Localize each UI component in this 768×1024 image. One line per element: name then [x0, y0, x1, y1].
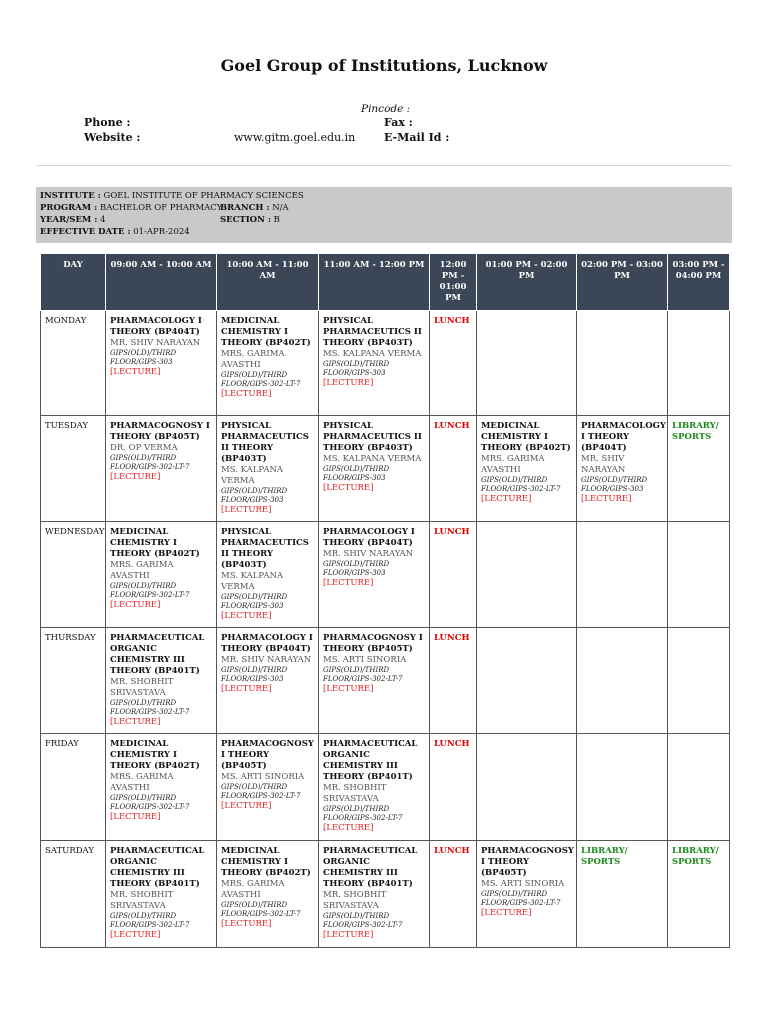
class-cell [477, 841, 577, 948]
teacher-name: MRS. GARIMA AVASTHI [110, 772, 174, 793]
subject-name: PHARMACOLOGY I THEORY (BP404T) [110, 316, 202, 337]
class-cell [106, 311, 217, 416]
table-row [41, 734, 730, 841]
lunch-label: LUNCH [434, 633, 470, 643]
room-location: GIPS(OLD)/THIRD FLOOR/GIPS-303 [221, 487, 288, 504]
subject-name: PHARMACOGNOSY I THEORY (BP405T) [323, 633, 423, 654]
class-cell [577, 416, 668, 522]
subject-name: PHARMACOGNOSY I THEORY (BP405T) [110, 421, 210, 442]
class-cell [319, 416, 430, 522]
teacher-name: MR. SHOBHIT SRIVASTAVA [110, 890, 174, 911]
library-cell [577, 841, 668, 948]
teacher-name: MR. SHOBHIT SRIVASTAVA [323, 890, 387, 911]
room-location: GIPS(OLD)/THIRD FLOOR/GIPS-302-LT-7 [221, 783, 301, 800]
class-cell [217, 841, 319, 948]
class-cell [319, 522, 430, 628]
empty-cell [668, 734, 730, 841]
room-location: GIPS(OLD)/THIRD FLOOR/GIPS-303 [323, 360, 390, 377]
teacher-name: DR. OP VERMA [110, 443, 178, 453]
room-location: GIPS(OLD)/THIRD FLOOR/GIPS-302-LT-7 [481, 890, 561, 907]
column-header: 03:00 PM - 04:00 PM [668, 254, 730, 311]
class-cell [106, 628, 217, 734]
column-header: DAY [41, 254, 106, 311]
subject-name: MEDICINAL CHEMISTRY I THEORY (BP402T) [110, 739, 200, 771]
class-cell [217, 311, 319, 416]
room-location: GIPS(OLD)/THIRD FLOOR/GIPS-302-LT-7 [221, 901, 301, 918]
subject-name: PHARMACOLOGY I THEORY (BP404T) [221, 633, 313, 654]
teacher-name: MR. SHIV NARAYAN [221, 655, 312, 665]
teacher-name: MRS. GARIMA AVASTHI [221, 879, 285, 900]
subject-name: PHARMACEUTICAL ORGANIC CHEMISTRY III THEORY (BP401T) [323, 739, 418, 782]
session-type: [LECTURE] [323, 684, 374, 694]
fax-label: Fax : [384, 116, 413, 129]
subject-name: PHARMACEUTICAL ORGANIC CHEMISTRY III THEORY (BP401T) [110, 633, 205, 676]
class-cell [217, 734, 319, 841]
lunch-label: LUNCH [434, 316, 470, 326]
program-info: PROGRAM : BACHELOR OF PHARMACY [40, 203, 223, 213]
class-cell [106, 734, 217, 841]
day-cell: THURSDAY [41, 628, 106, 734]
empty-cell [668, 628, 730, 734]
session-type: [LECTURE] [323, 483, 374, 493]
teacher-name: MRS. GARIMA AVASTHI [110, 560, 174, 581]
room-location: GIPS(OLD)/THIRD FLOOR/GIPS-302-LT-7 [110, 912, 190, 929]
teacher-name: MS. KALPANA VERMA [323, 349, 422, 359]
subject-name: PHARMACOLOGY I THEORY (BP404T) [323, 527, 415, 548]
class-cell [319, 841, 430, 948]
timetable [40, 253, 730, 948]
teacher-name: MR. SHIV NARAYAN [110, 338, 201, 348]
column-header: 02:00 PM - 03:00 PM [577, 254, 668, 311]
subject-name: PHARMACOLOGY I THEORY (BP404T) [581, 421, 666, 453]
teacher-name: MS. KALPANA VERMA [221, 465, 284, 486]
session-type: [LECTURE] [221, 801, 272, 811]
session-type: [LECTURE] [221, 919, 272, 929]
session-type: [LECTURE] [481, 494, 532, 504]
email-label: E-Mail Id : [384, 131, 450, 144]
lunch-label: LUNCH [434, 421, 470, 431]
table-row [41, 628, 730, 734]
session-type: [LECTURE] [581, 494, 632, 504]
session-type: [LECTURE] [221, 389, 272, 399]
teacher-name: MS. KALPANA VERMA [221, 571, 284, 592]
class-cell [106, 522, 217, 628]
info-panel [36, 187, 732, 243]
empty-cell [477, 522, 577, 628]
session-type: [LECTURE] [110, 472, 161, 482]
lunch-label: LUNCH [434, 846, 470, 856]
subject-name: PHYSICAL PHARMACEUTICS II THEORY (BP403T) [323, 421, 422, 453]
class-cell [217, 628, 319, 734]
lunch-cell [430, 734, 477, 841]
column-header: 10:00 AM - 11:00 AM [217, 254, 319, 311]
room-location: GIPS(OLD)/THIRD FLOOR/GIPS-302-LT-7 [110, 699, 190, 716]
room-location: GIPS(OLD)/THIRD FLOOR/GIPS-302-LT-7 [481, 476, 561, 493]
teacher-name: MR. SHOBHIT SRIVASTAVA [110, 677, 174, 698]
room-location: GIPS(OLD)/THIRD FLOOR/GIPS-303 [323, 465, 390, 482]
room-location: GIPS(OLD)/THIRD FLOOR/GIPS-302-LT-7 [221, 371, 301, 388]
subject-name: PHARMACOGNOSY I THEORY (BP405T) [221, 739, 314, 771]
column-header: 09:00 AM - 10:00 AM [106, 254, 217, 311]
library-sports-label: LIBRARY/ SPORTS [581, 846, 628, 867]
day-cell: FRIDAY [41, 734, 106, 841]
class-cell [106, 416, 217, 522]
session-type: [LECTURE] [110, 600, 161, 610]
day-cell: SATURDAY [41, 841, 106, 948]
teacher-name: MS. ARTI SINORIA [221, 772, 305, 782]
session-type: [LECTURE] [323, 378, 374, 388]
room-location: GIPS(OLD)/THIRD FLOOR/GIPS-302-LT-7 [110, 454, 190, 471]
subject-name: PHYSICAL PHARMACEUTICS II THEORY (BP403T) [323, 316, 422, 348]
class-cell [477, 416, 577, 522]
session-type: [LECTURE] [110, 930, 161, 940]
empty-cell [577, 311, 668, 416]
subject-name: MEDICINAL CHEMISTRY I THEORY (BP402T) [221, 316, 311, 348]
teacher-name: MRS. GARIMA AVASTHI [221, 349, 285, 370]
session-type: [LECTURE] [221, 611, 272, 621]
subject-name: PHYSICAL PHARMACEUTICS II THEORY (BP403T) [221, 527, 309, 570]
teacher-name: MS. ARTI SINORIA [323, 655, 407, 665]
teacher-name: MR. SHOBHIT SRIVASTAVA [323, 783, 387, 804]
subject-name: PHARMACEUTICAL ORGANIC CHEMISTRY III THEORY (BP401T) [323, 846, 418, 889]
subject-name: MEDICINAL CHEMISTRY I THEORY (BP402T) [110, 527, 200, 559]
room-location: GIPS(OLD)/THIRD FLOOR/GIPS-303 [581, 476, 648, 493]
website-link[interactable]: www.gitm.goel.edu.in [234, 131, 356, 144]
library-sports-label: LIBRARY/ SPORTS [672, 421, 719, 442]
teacher-name: MR. SHIV NARAYAN [323, 549, 414, 559]
room-location: GIPS(OLD)/THIRD FLOOR/GIPS-303 [221, 593, 288, 610]
branch-info: BRANCH : N/A [220, 203, 289, 213]
phone-label: Phone : [84, 116, 131, 129]
class-cell [319, 734, 430, 841]
table-row [41, 841, 730, 948]
pincode-label: Pincode : [361, 103, 411, 115]
library-cell [668, 416, 730, 522]
library-cell [668, 841, 730, 948]
class-cell [319, 628, 430, 734]
year-sem-info: YEAR/SEM : 4 [40, 215, 106, 225]
session-type: [LECTURE] [323, 823, 374, 833]
room-location: GIPS(OLD)/THIRD FLOOR/GIPS-302-LT-7 [110, 794, 190, 811]
subject-name: PHARMACEUTICAL ORGANIC CHEMISTRY III THEORY (BP401T) [110, 846, 205, 889]
library-sports-label: LIBRARY/ SPORTS [672, 846, 719, 867]
table-row [41, 311, 730, 416]
subject-name: MEDICINAL CHEMISTRY I THEORY (BP402T) [481, 421, 571, 453]
teacher-name: MS. KALPANA VERMA [323, 454, 422, 464]
teacher-name: MS. ARTI SINORIA [481, 879, 565, 889]
effective-date-info: EFFECTIVE DATE : 01-APR-2024 [40, 227, 190, 237]
empty-cell [477, 734, 577, 841]
table-row [41, 522, 730, 628]
empty-cell [668, 522, 730, 628]
empty-cell [668, 311, 730, 416]
day-cell: TUESDAY [41, 416, 106, 522]
session-type: [LECTURE] [110, 812, 161, 822]
session-type: [LECTURE] [221, 505, 272, 515]
lunch-label: LUNCH [434, 527, 470, 537]
room-location: GIPS(OLD)/THIRD FLOOR/GIPS-302-LT-7 [323, 912, 403, 929]
room-location: GIPS(OLD)/THIRD FLOOR/GIPS-303 [110, 349, 177, 366]
empty-cell [477, 311, 577, 416]
header-divider [36, 165, 732, 166]
teacher-name: MR. SHIV NARAYAN [581, 454, 626, 475]
section-info: SECTION : B [220, 215, 280, 225]
timetable-header-row [41, 254, 730, 311]
website-label: Website : [84, 131, 141, 144]
session-type: [LECTURE] [323, 930, 374, 940]
day-cell: MONDAY [41, 311, 106, 416]
room-location: GIPS(OLD)/THIRD FLOOR/GIPS-303 [221, 666, 288, 683]
class-cell [106, 841, 217, 948]
session-type: [LECTURE] [110, 367, 161, 377]
column-header: 11:00 AM - 12:00 PM [319, 254, 430, 311]
room-location: GIPS(OLD)/THIRD FLOOR/GIPS-302-LT-7 [110, 582, 190, 599]
room-location: GIPS(OLD)/THIRD FLOOR/GIPS-302-LT-7 [323, 805, 403, 822]
session-type: [LECTURE] [481, 908, 532, 918]
empty-cell [577, 734, 668, 841]
day-cell: WEDNESDAY [41, 522, 106, 628]
empty-cell [477, 628, 577, 734]
column-header: 12:00 PM - 01:00 PM [430, 254, 477, 311]
empty-cell [577, 522, 668, 628]
room-location: GIPS(OLD)/THIRD FLOOR/GIPS-302-LT-7 [323, 666, 403, 683]
teacher-name: MRS. GARIMA AVASTHI [481, 454, 545, 475]
subject-name: PHARMACOGNOSY I THEORY (BP405T) [481, 846, 574, 878]
institution-title: Goel Group of Institutions, Lucknow [220, 56, 548, 75]
empty-cell [577, 628, 668, 734]
session-type: [LECTURE] [323, 578, 374, 588]
session-type: [LECTURE] [110, 717, 161, 727]
lunch-cell [430, 416, 477, 522]
lunch-cell [430, 311, 477, 416]
column-header: 01:00 PM - 02:00 PM [477, 254, 577, 311]
lunch-label: LUNCH [434, 739, 470, 749]
class-cell [319, 311, 430, 416]
lunch-cell [430, 628, 477, 734]
institute-info: INSTITUTE : GOEL INSTITUTE OF PHARMACY SCIENCES [40, 191, 304, 201]
lunch-cell [430, 841, 477, 948]
subject-name: MEDICINAL CHEMISTRY I THEORY (BP402T) [221, 846, 311, 878]
class-cell [217, 522, 319, 628]
lunch-cell [430, 522, 477, 628]
class-cell [217, 416, 319, 522]
session-type: [LECTURE] [221, 684, 272, 694]
table-row [41, 416, 730, 522]
subject-name: PHYSICAL PHARMACEUTICS II THEORY (BP403T) [221, 421, 309, 464]
room-location: GIPS(OLD)/THIRD FLOOR/GIPS-303 [323, 560, 390, 577]
